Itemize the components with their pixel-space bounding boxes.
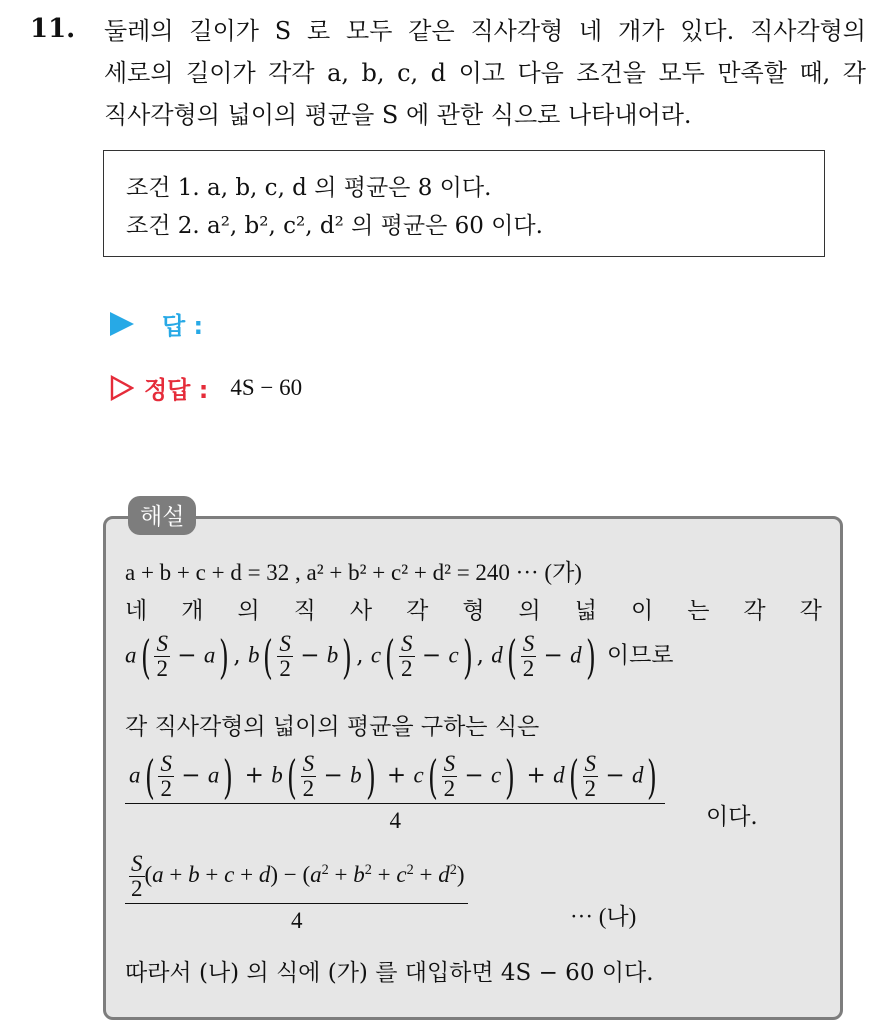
solution-line-2 [125, 592, 822, 625]
solution-conclusion: 따라서 (나) 의 식에 (가) 를 대입하면 4S − 60 이다. [125, 960, 654, 986]
average-area-fraction: a( $\frac{S}{2}$ − a) + b( $\frac{S}{2}$ − b) + c( $\frac{S}{2}$ − c) + d( $\frac{S}{2}$ − d) 4 [125, 752, 665, 834]
correct-answer-label: 정답 : [144, 376, 209, 404]
correct-answer-value: 4S − 60 [230, 374, 303, 400]
solution-line-2-word: 사 [349, 598, 373, 624]
solution-line-2-word: 각 [406, 598, 429, 624]
correct-answer-row [110, 370, 302, 405]
condition-1: 조건 1. a, b, c, d 의 평균은 8 이다. [126, 175, 492, 201]
solution-line-2-word: 개 [181, 598, 204, 624]
question-number: 11. [30, 14, 76, 44]
solution-line-2-word: 형 [462, 598, 485, 624]
condition-2: 조건 2. a², b², c², d² 의 평균은 60 이다. [126, 213, 543, 239]
solution-line-2-word: 이 [630, 598, 654, 624]
conditions-box [103, 150, 825, 257]
solution-line-1: a + b + c + d = 32 , a² + b² + c² + d² = 240 ··· (가) [125, 560, 582, 585]
solution-line-2-word: 각 [743, 598, 766, 624]
answer-row [110, 306, 203, 341]
solution-line-4: 각 직사각형의 넓이의 평균을 구하는 식은 [125, 714, 540, 740]
fraction-2-suffix: ··· (나) [570, 904, 637, 929]
filled-triangle-icon [110, 312, 134, 336]
solution-line-2-word: 의 [518, 598, 541, 624]
question-line-1: 둘레의 길이가 S 로 모두 같은 직사각형 네 개가 있다. 직사각형의 [104, 17, 866, 45]
solution-line-2-word: 직 [293, 598, 316, 624]
line-3-suffix: 이므로 [606, 642, 674, 669]
solution-line-2-word: 는 [687, 598, 710, 624]
outline-triangle-icon [110, 375, 134, 401]
fraction-1-suffix: 이다. [706, 804, 758, 830]
solution-line-2-word: 의 [237, 598, 260, 624]
solution-line-2-word: 각 [799, 598, 822, 624]
question-line-2: 세로의 길이가 각각 a, b, c, d 이고 다음 조건을 모두 만족할 때, 각 [104, 59, 866, 87]
solution-line-2-word: 네 [125, 598, 148, 624]
question-text [104, 10, 866, 136]
solution-line-2-word: 넓 [574, 598, 597, 624]
answer-label: 답 : [162, 312, 204, 340]
solution-line-3: a( $\frac{S}{2}$ − a) , b( $\frac{S}{2}$ − b) , c( $\frac{S}{2}$ − c) , d( $\frac{S}{2}$ − d) 이므로 [125, 629, 674, 684]
simplified-fraction: $\frac{S}{2}$ $(a + b + c + d) - (a^2 + b^2 + c^2 + d^2)$ 4 [125, 852, 468, 934]
solution-tag: 해설 [128, 496, 196, 535]
question-line-3: 직사각형의 넓이의 평균을 S 에 관한 식으로 나타내어라. [104, 101, 692, 129]
